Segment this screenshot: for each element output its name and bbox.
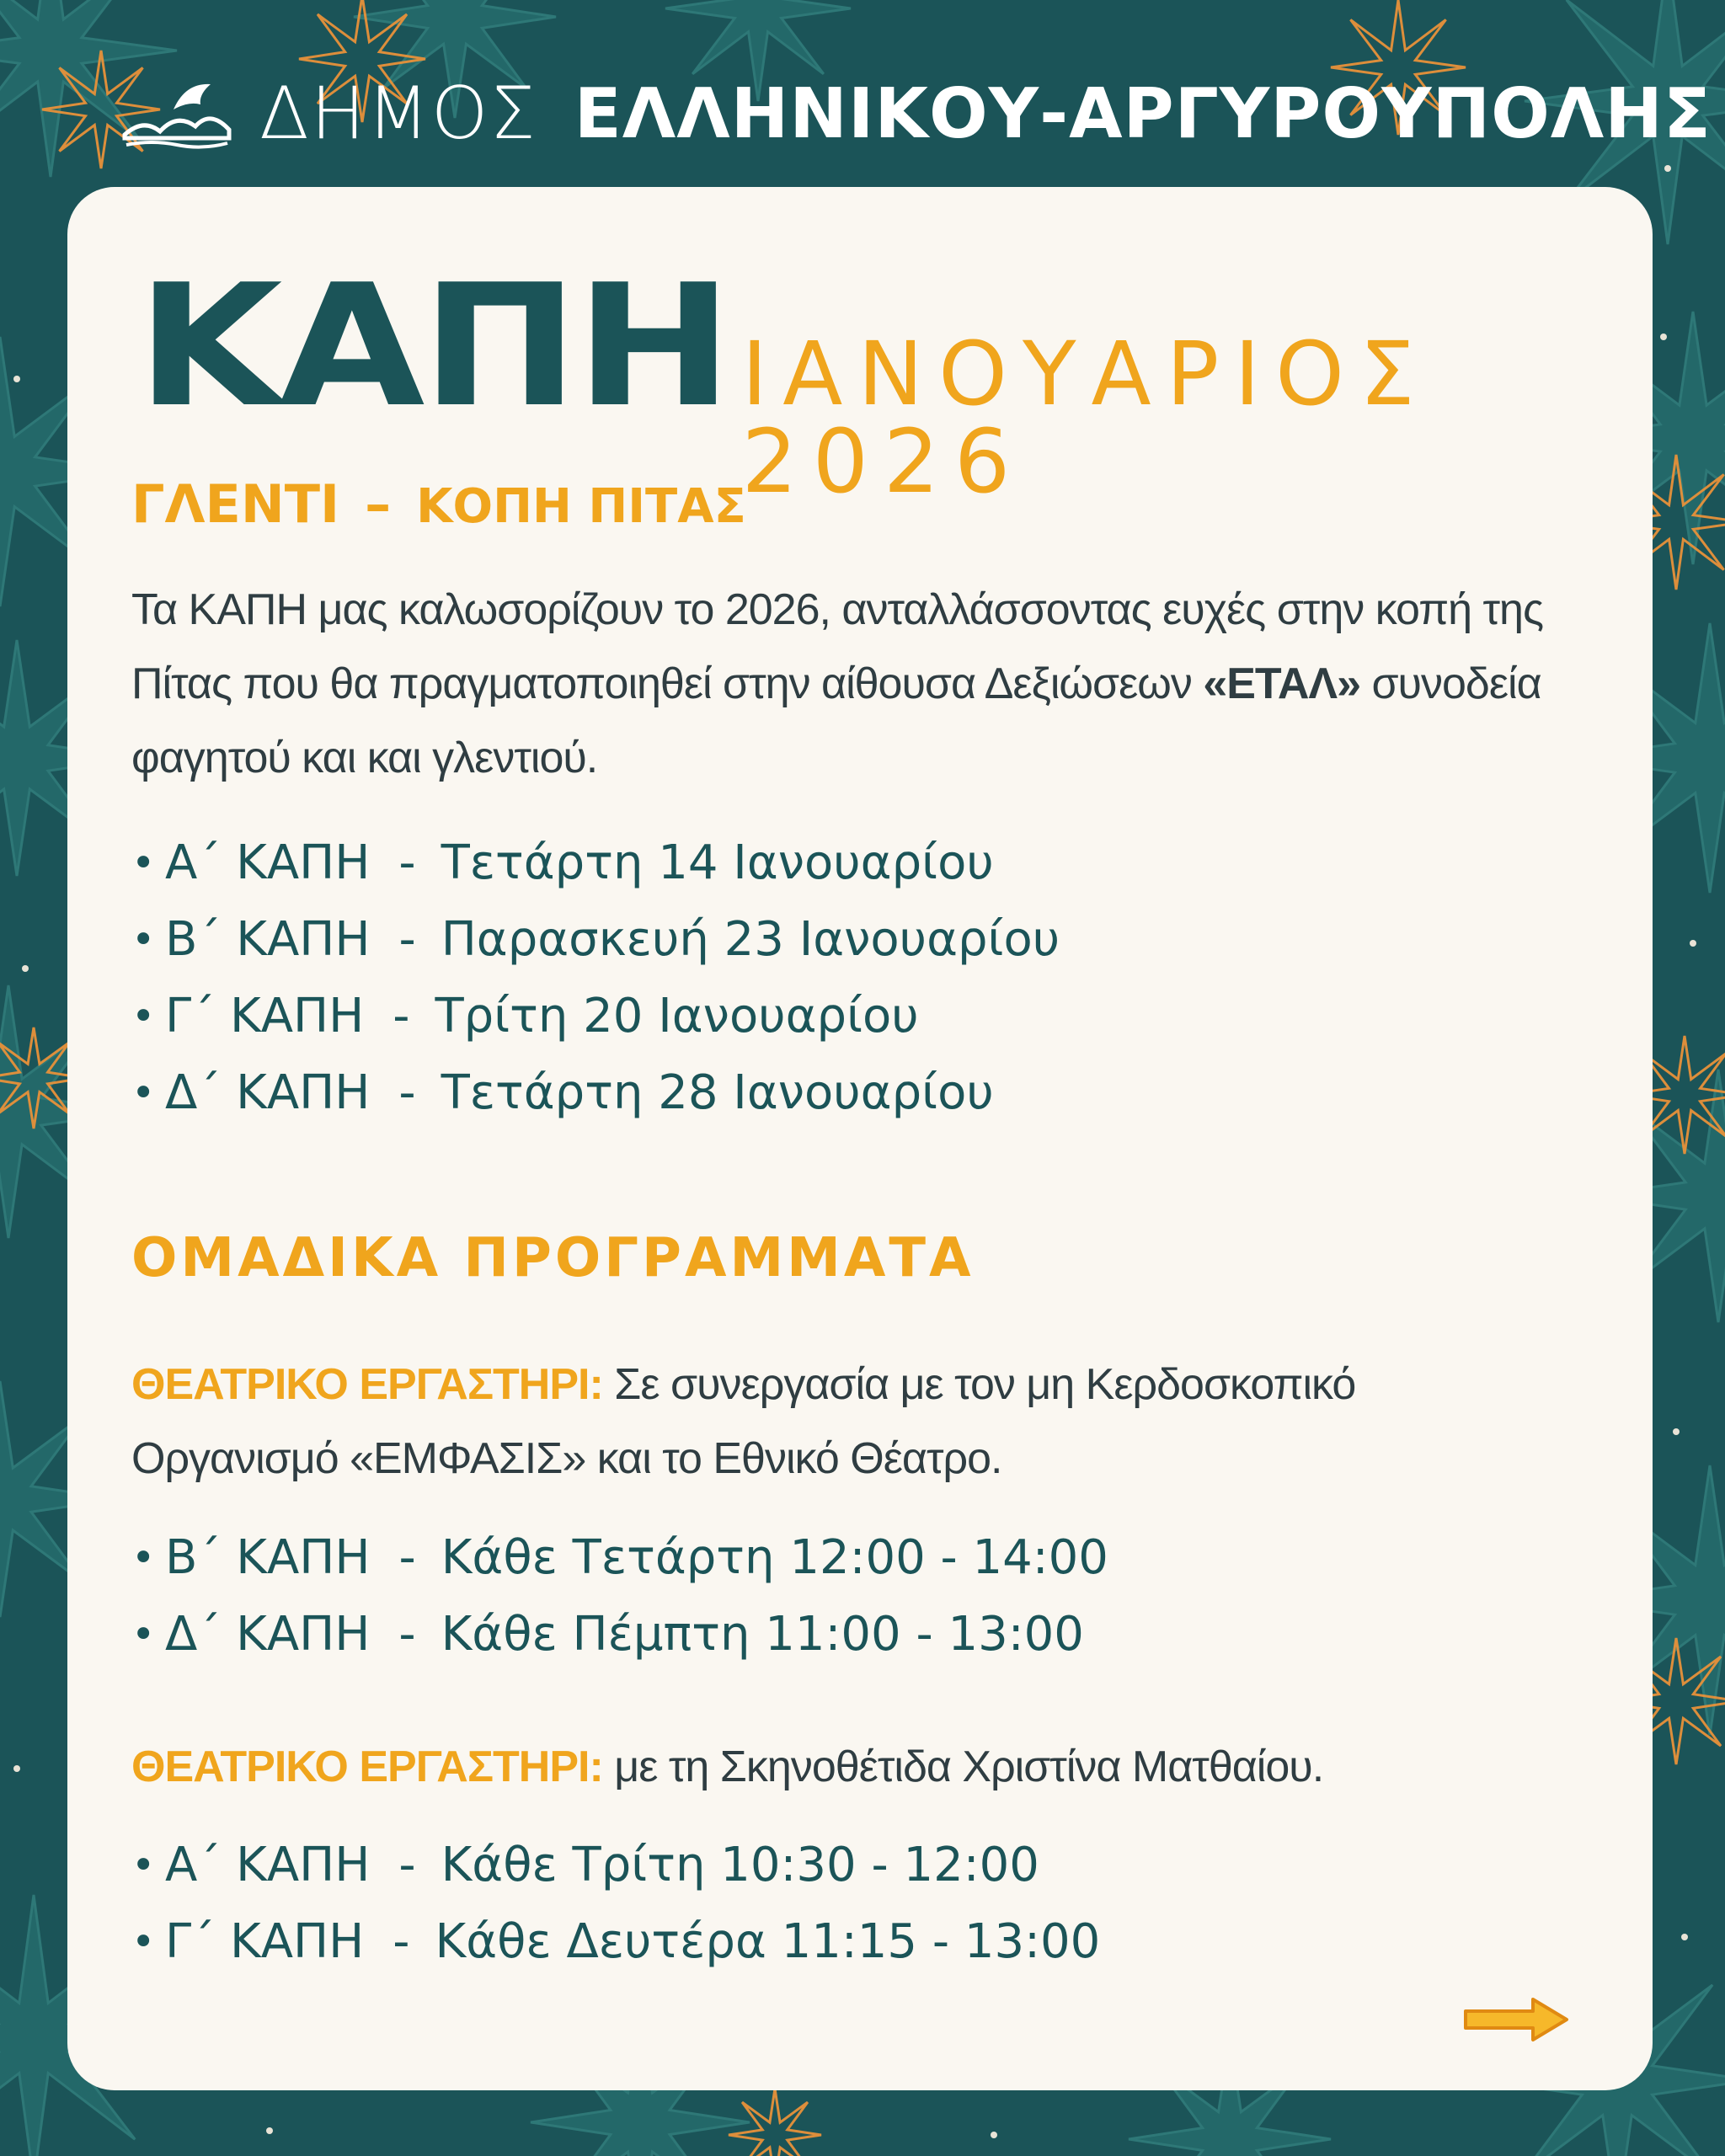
session-time: Κάθε Πέμπτη 11:00 - 13:00: [441, 1607, 1084, 1662]
bullet-icon: •: [131, 915, 156, 963]
event-date: Τρίτη 20 Ιανουαρίου: [435, 989, 919, 1043]
workshop2-text: με τη Σκηνοθέτιδα Χριστίνα Ματθαίου.: [602, 1742, 1324, 1791]
workshop1-description: [131, 1348, 1496, 1496]
workshop1-schedule-list: [131, 1519, 1108, 1673]
page-title: ΚΑΠΗ: [136, 248, 729, 445]
description-text: Τα ΚΑΠΗ μας καλωσορίζουν το 2026, ανταλλάσσοντας ευχές στην κοπή της Πίτας που θα πραγματοποιηθεί στην αίθουσα Δεξιώσεων: [131, 585, 1544, 708]
municipality-name: ΕΛΛΗΝΙΚΟΥ-ΑΡΓΥΡΟΥΠΟΛΗΣ: [574, 73, 1712, 154]
dash: -: [398, 1607, 416, 1662]
bullet-icon: •: [131, 839, 156, 887]
workshop1-text: Σε συνεργασία με τον μη Κερδοσκοπικό Οργανισμό «ΕΜΦΑΣΙΣ» και το Εθνικό Θέατρο.: [131, 1360, 1356, 1483]
page-subtitle-month: ΙΑΝΟΥΑΡΙΟΣ 2026: [741, 323, 1430, 513]
event-date: Τετάρτη 28 Ιανουαρίου: [441, 1065, 994, 1120]
sparkle-dot: [13, 376, 20, 382]
dash: -: [398, 835, 416, 890]
dash: -: [398, 1530, 416, 1585]
event-date: Τετάρτη 14 Ιανουαρίου: [441, 835, 994, 890]
kapi-unit: Α΄ ΚΑΠΗ: [165, 1838, 371, 1892]
description-text-end: συνοδεία φαγητού και και γλεντιού.: [131, 659, 1541, 782]
sparkle-dot: [991, 2132, 997, 2138]
section-party-heading: [131, 473, 746, 535]
list-item: [131, 978, 1060, 1054]
session-time: Κάθε Τετάρτη 12:00 - 14:00: [441, 1530, 1108, 1585]
section-party-subtitle: ΚΟΠΗ ΠΙΤΑΣ: [416, 479, 746, 534]
sparkle-dot: [1681, 1934, 1688, 1940]
sparkle-dot: [22, 965, 29, 972]
list-item: [131, 901, 1060, 978]
bullet-icon: •: [131, 992, 156, 1040]
dash: -: [398, 1065, 416, 1120]
section-party-description: [131, 573, 1563, 795]
arrow-right-icon[interactable]: [1462, 1994, 1572, 2045]
dove-hills-logo: [118, 76, 236, 152]
municipality-prefix: ΔΗΜΟΣ: [259, 72, 537, 156]
list-item: [131, 1054, 1060, 1131]
workshop2-label: ΘΕΑΤΡΙΚΟ ΕΡΓΑΣΤΗΡΙ:: [131, 1742, 603, 1791]
sparkle-dot: [13, 1765, 20, 1772]
section-group-programs-title: ΟΜΑΔΙΚΑ ΠΡΟΓΡΑΜΜΑΤΑ: [131, 1227, 975, 1289]
section-party-title: ΓΛΕΝΤΙ: [131, 473, 340, 535]
event-date: Παρασκευή 23 Ιανουαρίου: [441, 912, 1060, 967]
kapi-unit: Γ΄ ΚΑΠΗ: [165, 989, 365, 1043]
list-item: [131, 1827, 1100, 1903]
header: [118, 59, 1712, 168]
content-card: [67, 187, 1653, 2090]
party-schedule-list: [131, 825, 1060, 1131]
kapi-unit: Α΄ ΚΑΠΗ: [165, 835, 371, 890]
dash: -: [393, 1914, 410, 1969]
dash: -: [393, 989, 410, 1043]
section-party-separator: –: [365, 473, 392, 535]
bullet-icon: •: [131, 1069, 156, 1117]
list-item: [131, 1596, 1108, 1673]
bullet-icon: •: [131, 1610, 156, 1658]
sparkle-dot: [1690, 940, 1696, 947]
kapi-unit: Δ΄ ΚΑΠΗ: [165, 1607, 371, 1662]
kapi-unit: Γ΄ ΚΑΠΗ: [165, 1914, 365, 1969]
session-time: Κάθε Τρίτη 10:30 - 12:00: [441, 1838, 1039, 1892]
dash: -: [398, 912, 416, 967]
list-item: [131, 1519, 1108, 1596]
dash: -: [398, 1838, 416, 1892]
list-item: [131, 1903, 1100, 1980]
kapi-unit: Β΄ ΚΑΠΗ: [165, 1530, 371, 1585]
list-item: [131, 825, 1060, 901]
venue-name: «ΕΤΑΛ»: [1203, 659, 1360, 708]
workshop1-label: ΘΕΑΤΡΙΚΟ ΕΡΓΑΣΤΗΡΙ:: [131, 1360, 603, 1409]
workshop2-description: [131, 1730, 1563, 1804]
session-time: Κάθε Δευτέρα 11:15 - 13:00: [435, 1914, 1101, 1969]
bullet-icon: •: [131, 1918, 156, 1966]
workshop2-schedule-list: [131, 1827, 1100, 1980]
kapi-unit: Δ΄ ΚΑΠΗ: [165, 1065, 371, 1120]
sparkle-dot: [266, 2127, 273, 2134]
sparkle-dot: [1673, 1428, 1680, 1435]
bullet-icon: •: [131, 1841, 156, 1889]
sparkle-dot: [1660, 334, 1667, 340]
kapi-unit: Β΄ ΚΑΠΗ: [165, 912, 371, 967]
bullet-icon: •: [131, 1534, 156, 1582]
